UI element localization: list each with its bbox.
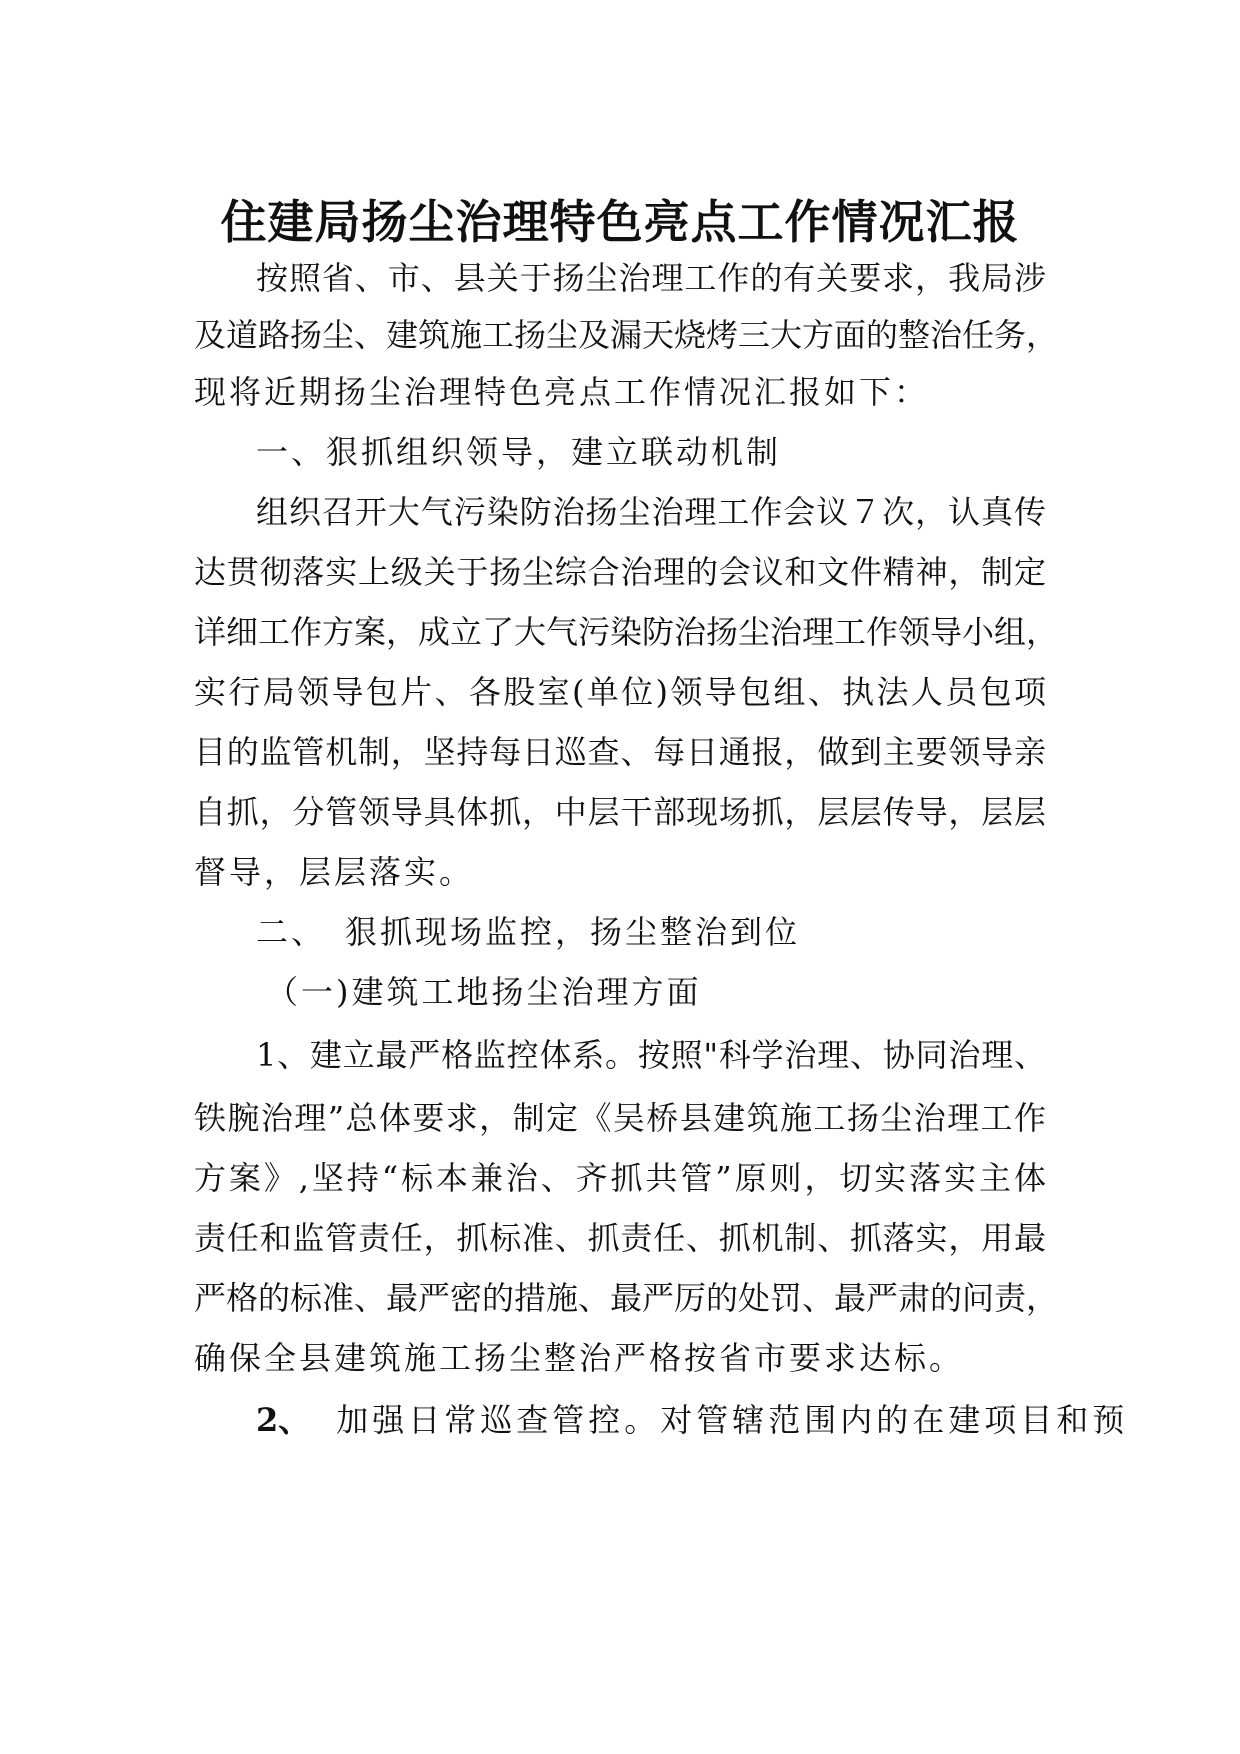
- paragraph-line: 严格的标准、最严密的措施、最严厉的处罚、最严肃的问责，: [194, 1279, 1059, 1317]
- section-heading-2: 二、 狠抓现场监控，扬尘整治到位: [256, 913, 801, 951]
- item-text: 加强日常巡查管控。对管辖范围内的在建项目和预: [336, 1401, 1129, 1439]
- paragraph-line: 自抓，分管领导具体抓，中层干部现场抓，层层传导，层层: [194, 793, 1046, 831]
- paragraph-line: 督导，层层落实。: [194, 853, 475, 891]
- paragraph-line: 铁腕治理”总体要求，制定《吴桥县建筑施工扬尘治理工作: [194, 1099, 1046, 1137]
- paragraph-line: 1、建立最严格监控体系。按照"科学治理、协同治理、: [256, 1036, 1046, 1074]
- document-title: 住建局扬尘治理特色亮点工作情况汇报: [220, 195, 1020, 249]
- paragraph-line: 目的监管机制，坚持每日巡查、每日通报，做到主要领导亲: [194, 733, 1046, 771]
- paragraph-line: 按照省、市、县关于扬尘治理工作的有关要求，我局涉: [256, 259, 1046, 297]
- item-number: 2、: [256, 1401, 311, 1439]
- paragraph-line: 方案》,坚持“标本兼治、齐抓共管”原则，切实落实主体: [194, 1159, 1046, 1197]
- paragraph-line: 实行局领导包片、各股室(单位)领导包组、执法人员包项: [194, 673, 1046, 711]
- paragraph-line: 组织召开大气污染防治扬尘治理工作会议７次，认真传: [256, 493, 1046, 531]
- subsection-heading: （一)建筑工地扬尘治理方面: [266, 973, 702, 1011]
- paragraph-line: 责任和监管责任，抓标准、抓责任、抓机制、抓落实，用最: [194, 1219, 1046, 1257]
- paragraph-line: 现将近期扬尘治理特色亮点工作情况汇报如下：: [194, 373, 930, 411]
- section-heading-1: 一、狠抓组织领导，建立联动机制: [256, 433, 782, 471]
- paragraph-line: 详细工作方案，成立了大气污染防治扬尘治理工作领导小组，: [194, 613, 1059, 651]
- paragraph-line: 及道路扬尘、建筑施工扬尘及漏天烧烤三大方面的整治任务，: [194, 316, 1059, 354]
- paragraph-line: 确保全县建筑施工扬尘整治严格按省市要求达标。: [194, 1339, 965, 1377]
- paragraph-line: 达贯彻落实上级关于扬尘综合治理的会议和文件精神，制定: [194, 553, 1046, 591]
- paragraph-line-numbered: [0, 1400, 1240, 1440]
